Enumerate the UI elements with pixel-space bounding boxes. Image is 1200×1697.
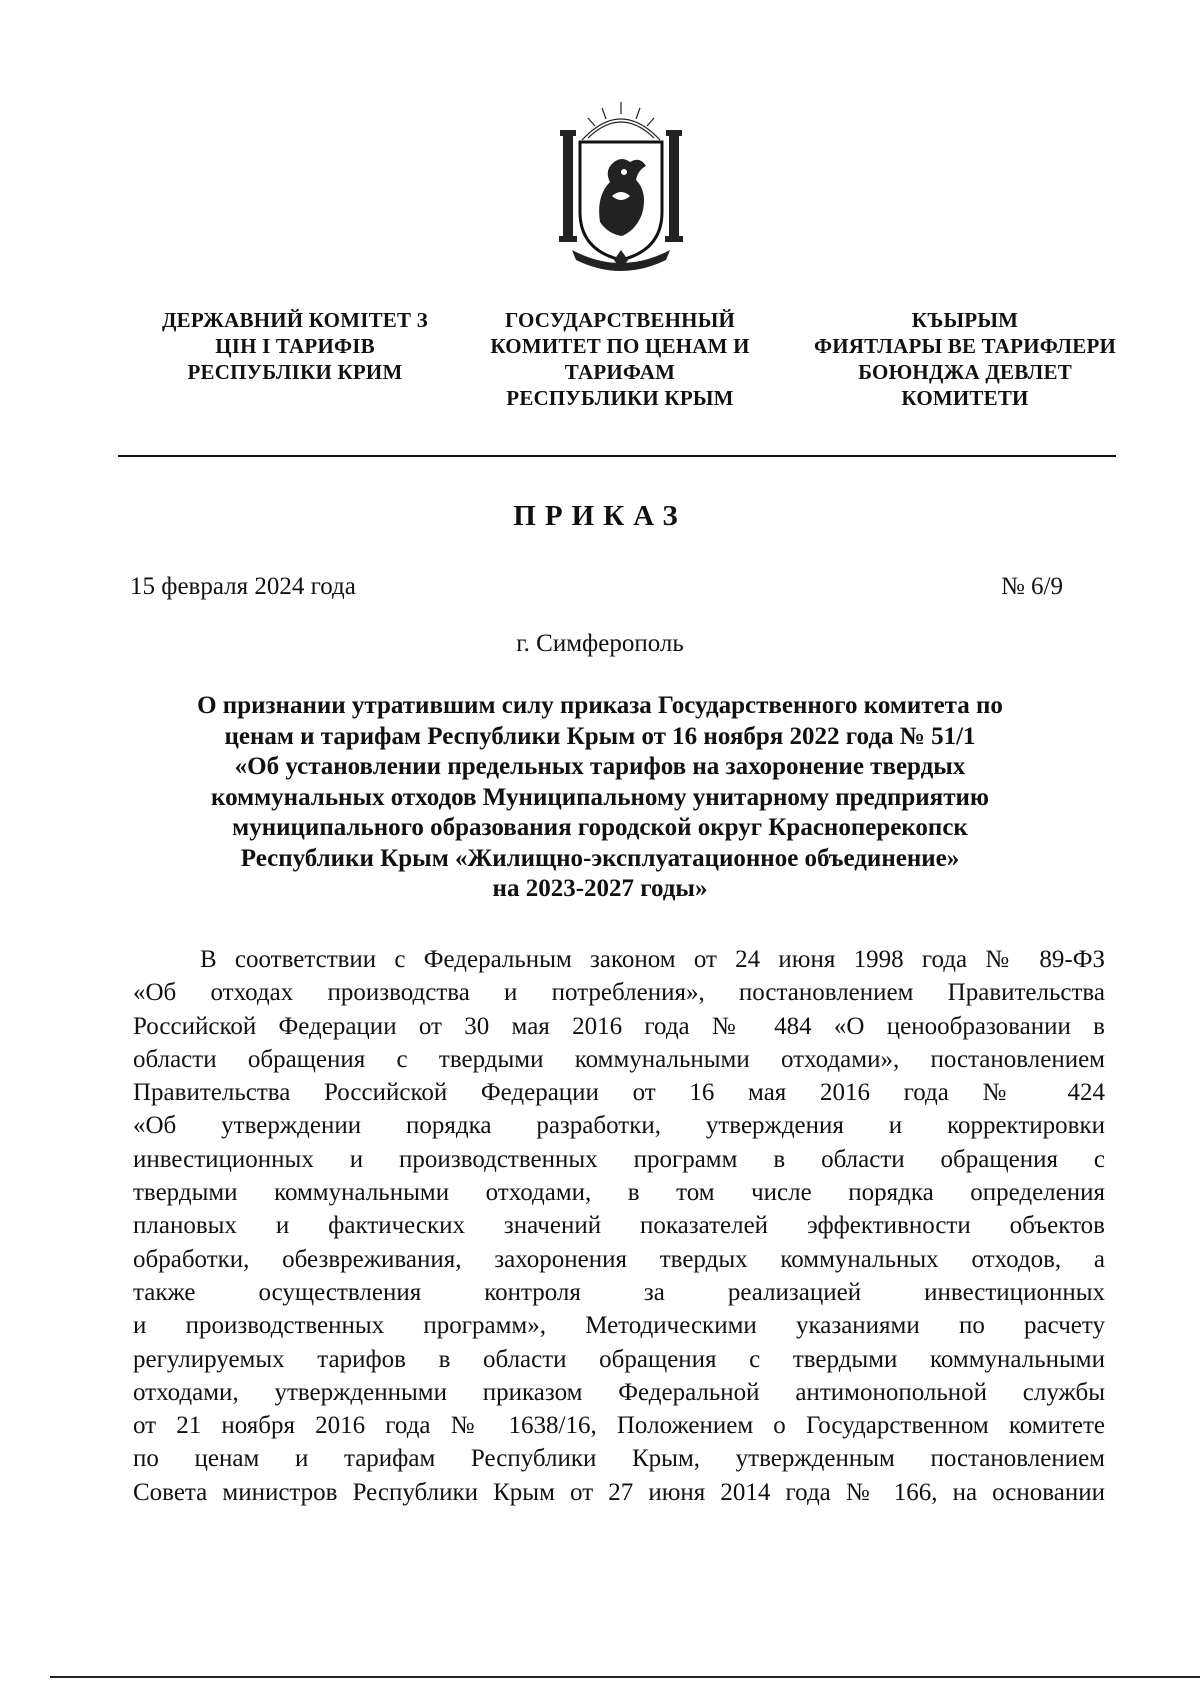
- header-crimean-tatar-line: БОЮНДЖА ДЕВЛЕТ: [858, 360, 1072, 384]
- body-line: инвестиционных и производственных программ в области обращения с: [133, 1145, 1105, 1173]
- body-line: также осуществления контроля за реализацией инвестиционных: [133, 1278, 1105, 1306]
- subject-line: муниципального образования городской округ Красноперекопск: [232, 814, 968, 841]
- subject-line: «Об установлении предельных тарифов на захоронение твердых: [234, 753, 966, 780]
- body-line: «Об отходах производства и потребления», постановлением Правительства: [133, 979, 1105, 1007]
- header-crimean-tatar-line: КЪЫРЫМ: [911, 308, 1019, 332]
- body-line: области обращения с твердыми коммунальными отходами», постановлением: [133, 1045, 1105, 1073]
- header-russian-block: [470, 307, 770, 411]
- header-russian-line: РЕСПУБЛИКИ КРЫМ: [506, 386, 734, 410]
- header-ukrainian-line: ДЕРЖАВНИЙ КОМІТЕТ З: [162, 308, 428, 332]
- subject-line: ценам и тарифам Республики Крым от 16 ноября 2022 года № 51/1: [224, 722, 976, 750]
- header-russian-line: ТАРИФАМ: [564, 360, 676, 384]
- body-line: плановых и фактических значений показателей эффективности объектов: [133, 1212, 1105, 1240]
- document-subject: [130, 691, 1070, 905]
- header-ukrainian-line: ЦІН І ТАРИФІВ: [215, 334, 375, 358]
- document-city: г. Симферополь: [516, 630, 684, 657]
- subject-line: на 2023-2027 годы»: [492, 875, 708, 902]
- header-ukrainian-line: РЕСПУБЛІКИ КРИМ: [187, 360, 403, 384]
- document-number: № 6/9: [1000, 573, 1063, 600]
- header-crimean-tatar-block: [800, 307, 1130, 411]
- body-line: обработки, обезвреживания, захоронения твердых коммунальных отходов, а: [133, 1245, 1105, 1273]
- document-body: [133, 943, 1105, 1509]
- header-russian-line: ГОСУДАРСТВЕННЫЙ: [504, 308, 736, 332]
- body-line: регулируемых тарифов в области обращения с твердыми коммунальными: [133, 1345, 1105, 1373]
- header-crimean-tatar-line: КОМИТЕТИ: [901, 386, 1029, 410]
- body-line: Совета министров Республики Крым от 27 июня 2014 года № 166, на основании: [133, 1478, 1105, 1506]
- body-line: «Об утверждении порядка разработки, утверждения и корректировки: [133, 1112, 1105, 1140]
- body-line: и производственных программ», Методическими указаниями по расчету: [133, 1312, 1105, 1340]
- footer-divider: [50, 1676, 1200, 1678]
- subject-line: Республики Крым «Жилищно-эксплуатационное объединение»: [240, 844, 960, 872]
- header-ukrainian-block: [150, 307, 440, 385]
- document-title: ПРИКАЗ: [513, 500, 687, 532]
- header-russian-line: КОМИТЕТ ПО ЦЕНАМ И: [490, 334, 750, 358]
- body-line: по ценам и тарифам Республики Крым, утвержденным постановлением: [133, 1445, 1105, 1473]
- subject-line: О признании утратившим силу приказа Государственного комитета по: [197, 692, 1003, 719]
- body-line: твердыми коммунальными отходами, в том числе порядка определения: [133, 1179, 1105, 1207]
- header-divider: [118, 455, 1116, 457]
- body-line: отходами, утвержденными приказом Федеральной антимонопольной службы: [133, 1378, 1105, 1406]
- body-line: от 21 ноября 2016 года № 1638/16, Положением о Государственном комитете: [133, 1412, 1105, 1440]
- document-date: 15 февраля 2024 года: [130, 573, 356, 600]
- body-line: Российской Федерации от 30 мая 2016 года № 484 «О ценообразовании в: [133, 1012, 1105, 1040]
- subject-line: коммунальных отходов Муниципальному унитарному предприятию: [211, 783, 989, 811]
- header-crimean-tatar-line: ФИЯТЛАРЫ ВЕ ТАРИФЛЕРИ: [813, 334, 1117, 358]
- body-line: В соответствии с Федеральным законом от 24 июня 1998 года № 89-ФЗ: [200, 946, 1105, 973]
- crimea-coat-of-arms-icon: [552, 100, 690, 272]
- body-line: Правительства Российской Федерации от 16 мая 2016 года № 424: [133, 1079, 1105, 1107]
